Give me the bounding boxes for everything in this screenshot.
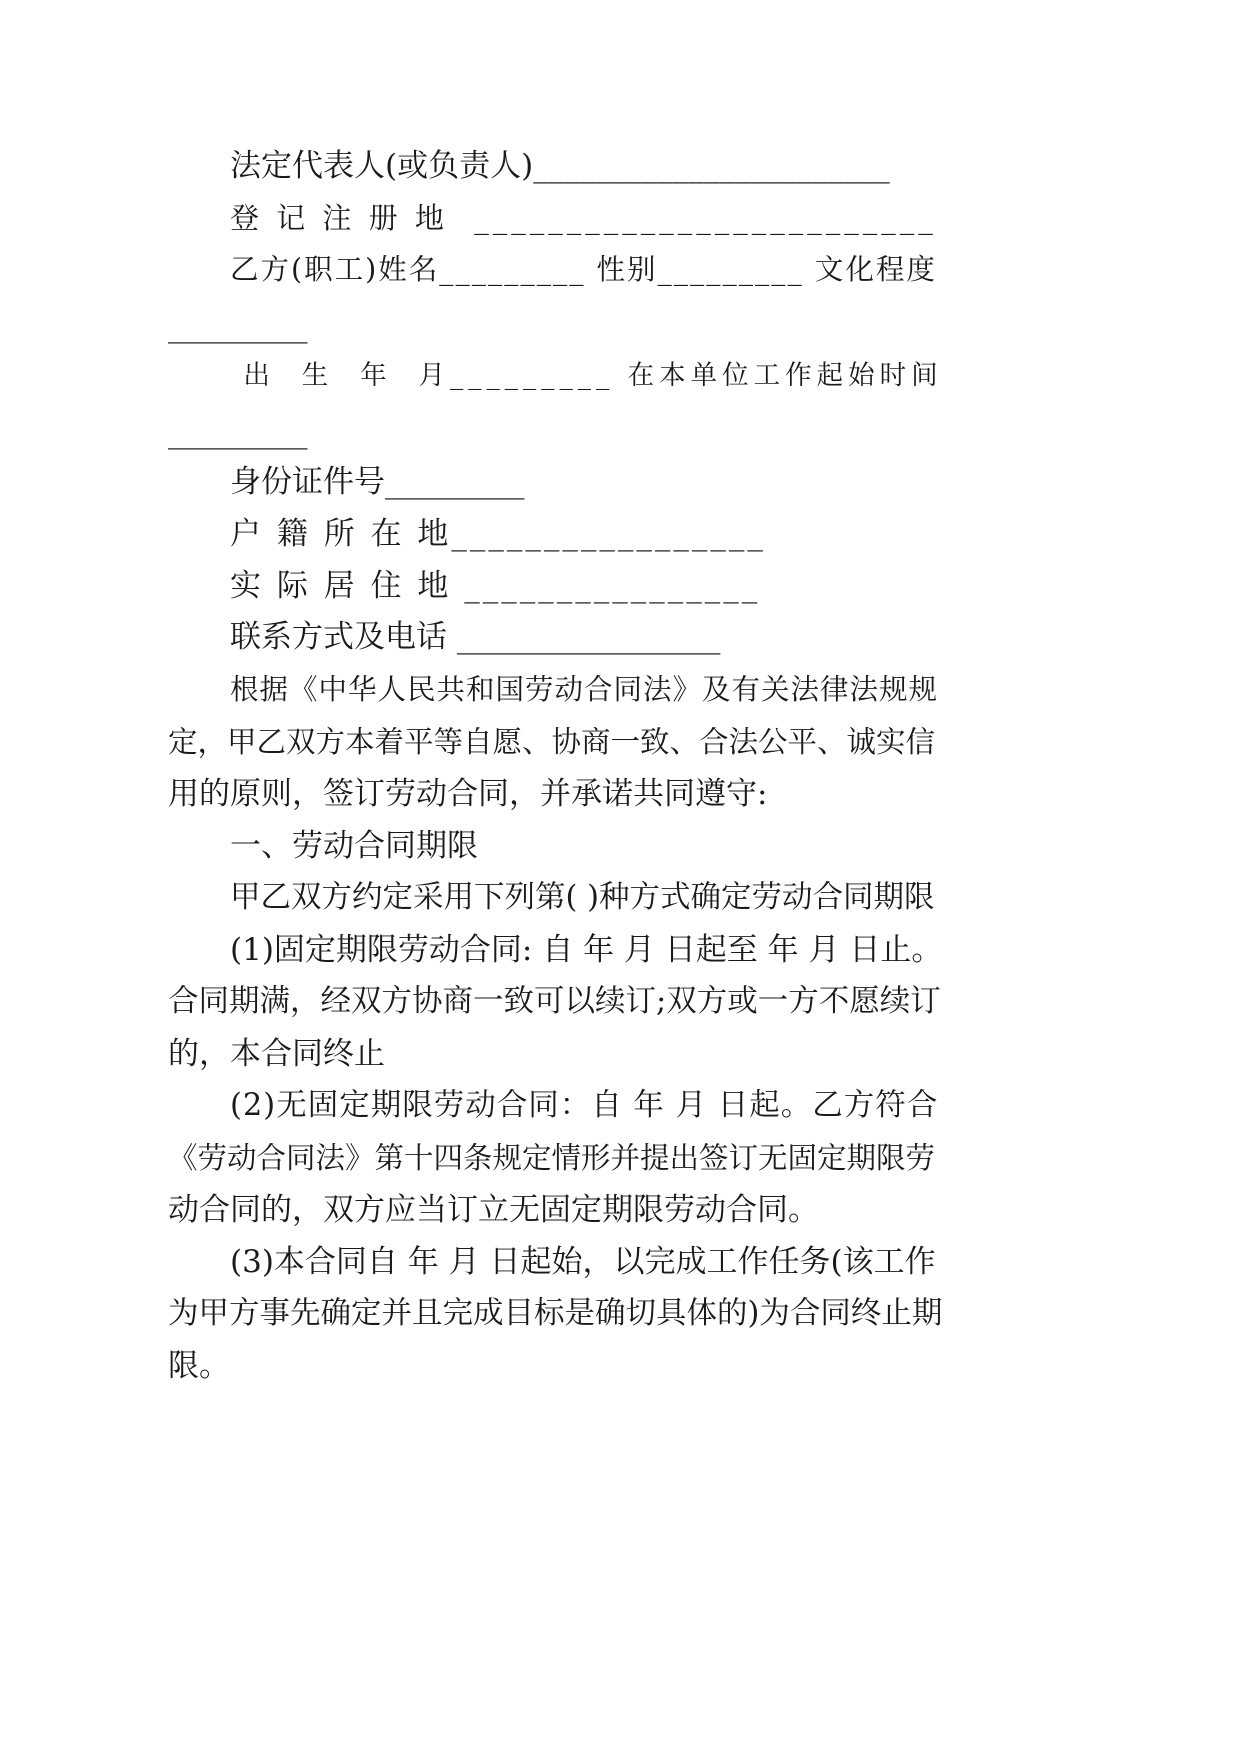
task-term-line-3: 限。 bbox=[168, 1348, 230, 1384]
fixed-term-line-1: (1)固定期限劳动合同: 自 年 月 日起至 年 月 日止。 bbox=[230, 932, 943, 968]
fixed-term-line-3: 的，本合同终止 bbox=[168, 1036, 385, 1072]
registration-place-line: 登 记 注 册 地 _________________________ bbox=[230, 201, 937, 235]
birth-date-line: 出 生 年 月_________ 在本单位工作起始时间 bbox=[230, 360, 943, 391]
id-number-line: 身份证件号_________ bbox=[230, 464, 525, 500]
paragraph-basis-line-2: 定，甲乙双方本着平等自愿、协商一致、合法公平、诚实信 bbox=[168, 725, 936, 759]
term-method-line: 甲乙双方约定采用下列第( )种方式确定劳动合同期限 bbox=[230, 880, 935, 915]
open-term-line-1: (2)无固定期限劳动合同：自 年 月 日起。乙方符合 bbox=[230, 1088, 939, 1123]
residence-line: 实 际 居 住 地 ________________ bbox=[230, 568, 761, 604]
household-registration-line: 户 籍 所 在 地_________________ bbox=[230, 516, 766, 552]
section-heading-term: 一、劳动合同期限 bbox=[230, 828, 478, 864]
paragraph-basis-line-1: 根据《中华人民共和国劳动合同法》及有关法律法规规 bbox=[230, 673, 939, 706]
open-term-line-3: 动合同的，双方应当订立无固定期限劳动合同。 bbox=[168, 1192, 819, 1228]
employee-info-line: 乙方(职工)姓名_________ 性别_________ 文化程度 bbox=[230, 253, 937, 286]
legal-representative-line: 法定代表人(或负责人)_______________________ bbox=[230, 148, 890, 184]
start-date-blank-line: _________ bbox=[168, 414, 308, 450]
education-blank-line: _________ bbox=[168, 308, 308, 344]
paragraph-basis-line-3: 用的原则，签订劳动合同，并承诺共同遵守: bbox=[168, 776, 768, 812]
contact-line: 联系方式及电话 _________________ bbox=[230, 619, 721, 655]
open-term-line-2: 《劳动合同法》第十四条规定情形并提出签订无固定期限劳 bbox=[168, 1141, 936, 1175]
task-term-line-2: 为甲方事先确定并且完成目标是确切具体的)为合同终止期 bbox=[168, 1296, 943, 1331]
task-term-line-1: (3)本合同自 年 月 日起始，以完成工作任务(该工作 bbox=[230, 1244, 936, 1280]
fixed-term-line-2: 合同期满，经双方协商一致可以续订;双方或一方不愿续订 bbox=[168, 984, 941, 1019]
